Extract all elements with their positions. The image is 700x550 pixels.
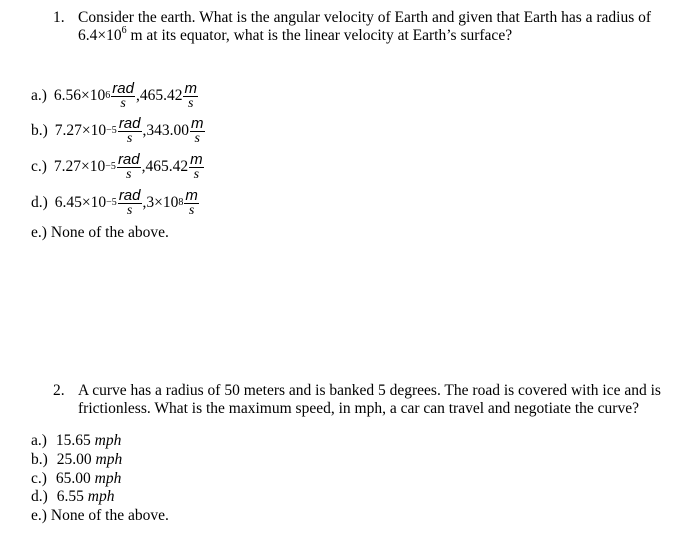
linear-velocity-unit: $\frac{m}{s}$ xyxy=(190,151,203,182)
question-2-option-b[interactable]: b.) 25.00 mph xyxy=(31,451,123,468)
question-2-option-c[interactable]: c.) 65.00 mph xyxy=(31,470,122,487)
question-1-option-c[interactable]: c.) 7.27×10 −5 $\frac{\text{rad}}{s}$ , 465.42 $\frac{m}{s}$ xyxy=(31,151,203,182)
question-2-option-a[interactable]: a.) 15.65 mph xyxy=(31,432,122,449)
angular-velocity-unit: $\frac{\text{rad}}{s}$ xyxy=(118,115,141,146)
question-2-text-line1: A curve has a radius of 50 meters and is banked 5 degrees. The road is covered with ice and is xyxy=(78,382,661,399)
linear-velocity-unit: $\frac{m}{s}$ xyxy=(184,80,197,111)
question-2-stem xyxy=(53,382,693,422)
linear-velocity-unit: $\frac{m}{s}$ xyxy=(185,187,198,218)
angular-velocity-unit: $\frac{\text{rad}}{s}$ xyxy=(112,80,134,111)
angular-velocity-unit: $\frac{\text{rad}}{s}$ xyxy=(117,151,140,182)
question-1-stem xyxy=(53,9,693,49)
question-2-number: 2. xyxy=(53,382,65,399)
angular-velocity-unit: $\frac{\text{rad}}{s}$ xyxy=(118,187,141,218)
question-1-text-line2: $6.4\times 10^6$ m at its equator, what is the linear velocity at Earth’s surface? xyxy=(78,25,513,44)
linear-velocity-unit: $\frac{m}{s}$ xyxy=(191,115,204,146)
question-2-option-d[interactable]: d.) 6.55 mph xyxy=(31,488,115,505)
question-1-option-d[interactable]: d.) 6.45×10 −5 $\frac{\text{rad}}{s}$ , 3×10 8 $\frac{m}{s}$ xyxy=(31,187,198,218)
question-2-text xyxy=(78,382,698,418)
question-1-number: 1. xyxy=(53,9,65,26)
question-2-text-line2: frictionless. What is the maximum speed, in mph, a car can travel and negotiate the curve? xyxy=(78,400,639,417)
question-1-option-e[interactable]: e.) None of the above. xyxy=(31,224,169,241)
question-1-option-a[interactable]: a.) 6.56×10 6 $\frac{\text{rad}}{s}$ , 465.42 $\frac{m}{s}$ xyxy=(31,80,197,111)
question-1-text-line1: Consider the earth. What is the angular velocity of Earth and given that Earth has a radius of xyxy=(78,9,652,26)
question-2-option-e[interactable]: e.) None of the above. xyxy=(31,507,169,524)
question-1-text xyxy=(78,9,698,45)
question-1-option-b[interactable]: b.) 7.27×10 −5 $\frac{\text{rad}}{s}$ , 343.00 $\frac{m}{s}$ xyxy=(31,115,204,146)
